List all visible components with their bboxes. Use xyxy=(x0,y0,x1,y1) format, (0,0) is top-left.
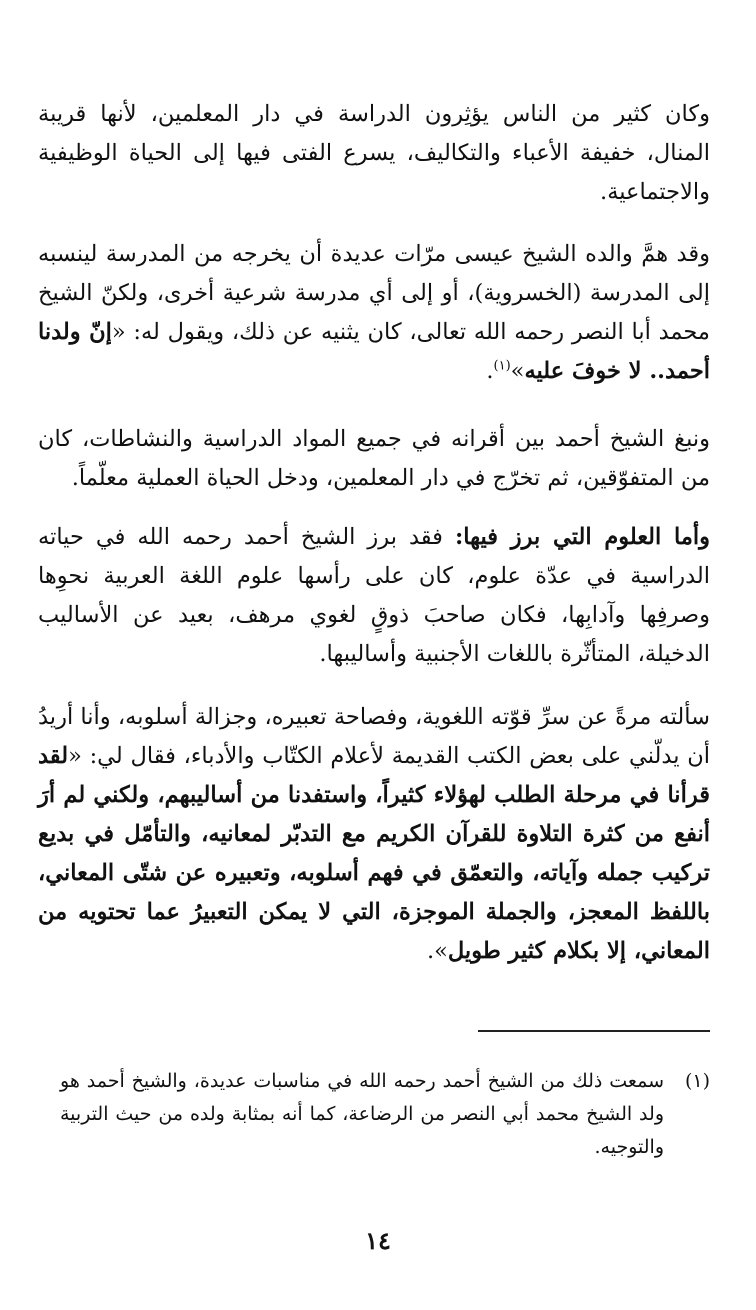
paragraph-1 xyxy=(38,95,710,212)
paragraph-4-text: فقد برز الشيخ أحمد رحمه الله في حياته الدراسية في عدّة علوم، كان على رأسها علوم اللغة العربية نحوِها وصرفِها وآدابِها، فكان صاحبَ ذوقٍ لغوي مرهف، بعيد عن الأساليب الدخيلة، المتأثّرة باللغات الأجنبية وأساليبها. xyxy=(38,524,710,667)
footnote-reference[interactable]: (١) xyxy=(493,358,511,374)
page-number: ١٤ xyxy=(365,1226,391,1255)
footnote xyxy=(60,1065,710,1164)
paragraph-2-quote-close: » xyxy=(510,358,525,384)
footnote-divider xyxy=(478,1030,710,1032)
paragraph-5-text: سألته مرةً عن سرِّ قوّته اللغوية، وفصاحة تعبيره، وجزالة أسلوبه، وأنا أريدُ أن يدلّني على بعض الكتب القديمة لأعلام الكتّاب والأدباء، فقال لي: « xyxy=(38,704,710,769)
paragraph-3-text: ونبغ الشيخ أحمد بين أقرانه في جميع المواد الدراسية والنشاطات، كان من المتفوّقين، ثم تخرّج في دار المعلمين، ودخل الحياة العملية معلّماً. xyxy=(38,426,710,491)
paragraph-3 xyxy=(38,420,710,498)
paragraph-4 xyxy=(38,518,710,674)
paragraph-5 xyxy=(38,698,710,971)
paragraph-2 xyxy=(38,235,710,391)
paragraph-5-quote: لقد قرأنا في مرحلة الطلب لهؤلاء كثيراً، واستفدنا من أساليبهم، ولكني لم أرَ أنفع من كثرة التلاوة للقرآن الكريم مع التدبّر لمعانيه، والتأمّل في بديع تركيب جمله وآياته، والتعمّق في فهم أسلوبه، وتعبيره عن شتّى المعاني، باللفظ المعجز، والجملة الموجزة، التي لا يمكن التعبيرُ عما تحتويه من المعاني، إلا بكلام كثير طويل xyxy=(38,743,710,964)
footnote-number: (١) xyxy=(684,1070,710,1092)
paragraph-2-end: . xyxy=(486,358,494,384)
paragraph-2-quote: إنّ ولدنا أحمد.. لا خوفَ عليه xyxy=(38,319,710,384)
paragraph-4-heading: وأما العلوم التي برز فيها: xyxy=(454,524,711,550)
paragraph-5-quote-close: ». xyxy=(426,938,448,964)
paragraph-1-text: وكان كثير من الناس يؤثِرون الدراسة في دار المعلمين، لأنها قريبة المنال، خفيفة الأعباء والتكاليف، يسرع الفتى فيها إلى الحياة الوظيفية والاجتماعية. xyxy=(38,101,710,205)
paragraph-2-text: وقد همَّ والده الشيخ عيسى مرّات عديدة أن يخرجه من المدرسة لينسبه إلى المدرسة (الخسروية)، أو إلى أي مدرسة شرعية أخرى، ولكنّ الشيخ محمد أبا النصر رحمه الله تعالى، كان يثنيه عن ذلك، ويقول له: « xyxy=(38,241,710,345)
footnote-text: سمعت ذلك من الشيخ أحمد رحمه الله في مناسبات عديدة، والشيخ أحمد هو ولد الشيخ محمد أبي النصر من الرضاعة، كما أنه بمثابة ولده من حيث التربية والتوجيه. xyxy=(60,1070,664,1158)
